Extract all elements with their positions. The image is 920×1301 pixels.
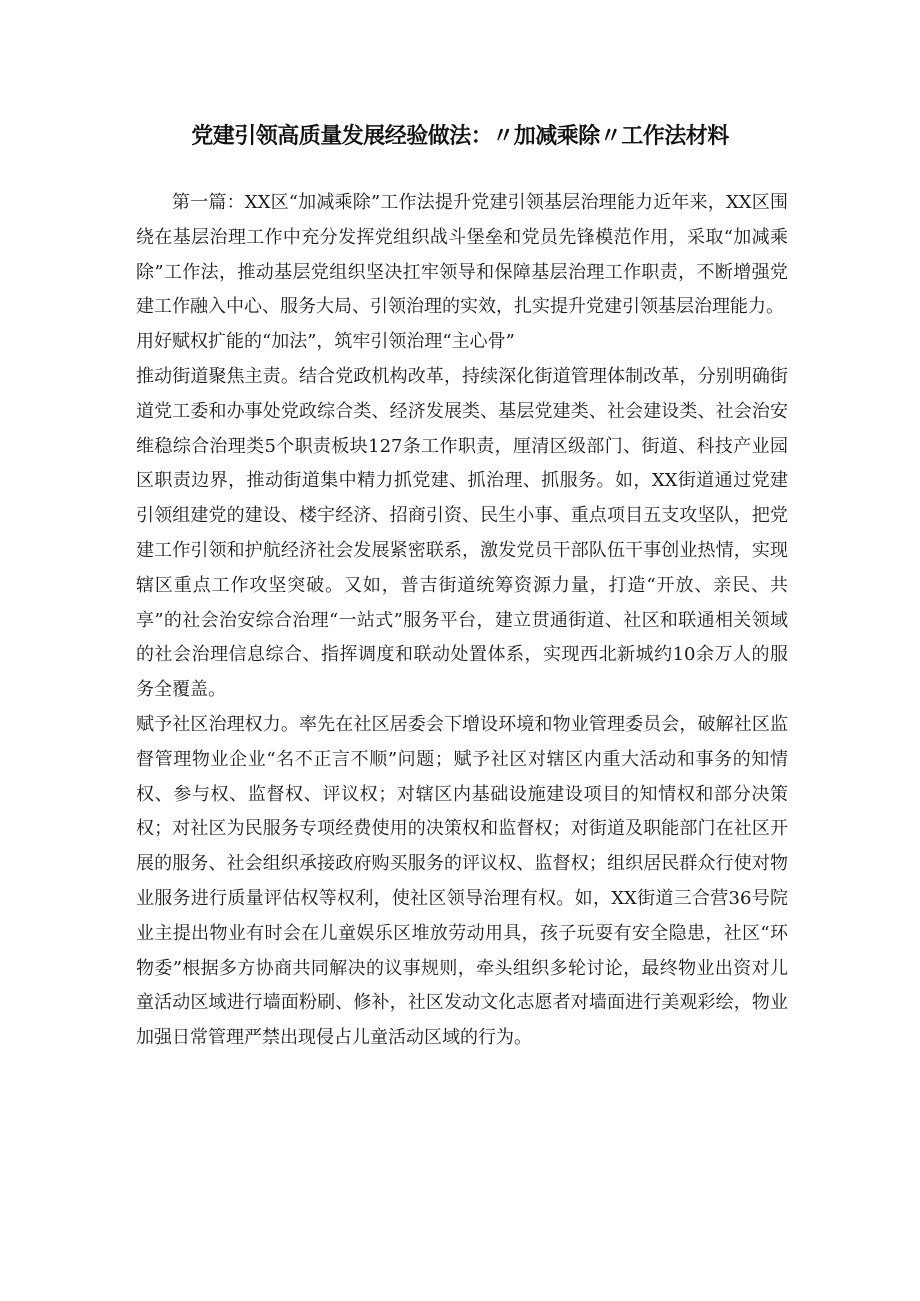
body-paragraph: 赋予社区治理权力。率先在社区居委会下增设环境和物业管理委员会，破解社区监督管理物业企业“名不正言不顺”问题；赋予社区对辖区内重大活动和事务的知情权、参与权、监督权、评议权；对辖区内基础设施建设项目的知情权和部分决策权；对社区为民服务专项经费使用的决策权和监督权；对街道及职能部门在社区开展的服务、社会组织承接政府购买服务的评议权、监督权；组织居民群众行使对物业服务进行质量评估权等权利，使社区领导治理有权。如，XX街道三合营36号院业主提出物业有时会在儿童娱乐区堆放劳动用具，孩子玩耍有安全隐患，社区“环物委”根据多方协商共同解决的议事规则，牵头组织多轮讨论，最终物业出资对儿童活动区域进行墙面粉刷、修补，社区发动文化志愿者对墙面进行美观彩绘，物业加强日常管理严禁出现侵占儿童活动区域的行为。 <box>136 713 788 1049</box>
document-title: 党建引领高质量发展经验做法：〃加减乘除〃工作法材料 <box>191 124 729 149</box>
section-heading: 用好赋权扩能的“加法”，筑牢引领治理“主心骨” <box>136 331 515 353</box>
document-body <box>136 186 788 1056</box>
body-paragraph: 推动街道聚焦主责。结合党政机构改革，持续深化街道管理体制改革，分别明确街道党工委和办事处党政综合类、经济发展类、基层党建类、社会建设类、社会治安维稳综合治理类5个职责板块127条工作职责，厘清区级部门、街道、科技产业园区职责边界，推动街道集中精力抓党建、抓治理、抓服务。如，XX街道通过党建引领组建党的建设、楼宇经济、招商引资、民生小事、重点项目五支攻坚队，把党建工作引领和护航经济社会发展紧密联系，激发党员干部队伍干事创业热情，实现辖区重点工作攻坚突破。又如，普吉街道统筹资源力量，打造“开放、亲民、共享”的社会治安综合治理“一站式”服务平台，建立贯通街道、社区和联通相关领域的社会治理信息综合、指挥调度和联动处置体系，实现西北新城约10余万人的服务全覆盖。 <box>136 365 788 701</box>
intro-paragraph: 第一篇：XX区“加减乘除”工作法提升党建引领基层治理能力近年来，XX区围绕在基层治理工作中充分发挥党组织战斗堡垒和党员先锋模范作用，采取“加减乘除”工作法，推动基层党组织坚决扛牢领导和保障基层治理工作职责，不断增强党建工作融入中心、服务大局、引领治理的实效，扎实提升党建引领基层治理能力。 <box>136 192 788 318</box>
